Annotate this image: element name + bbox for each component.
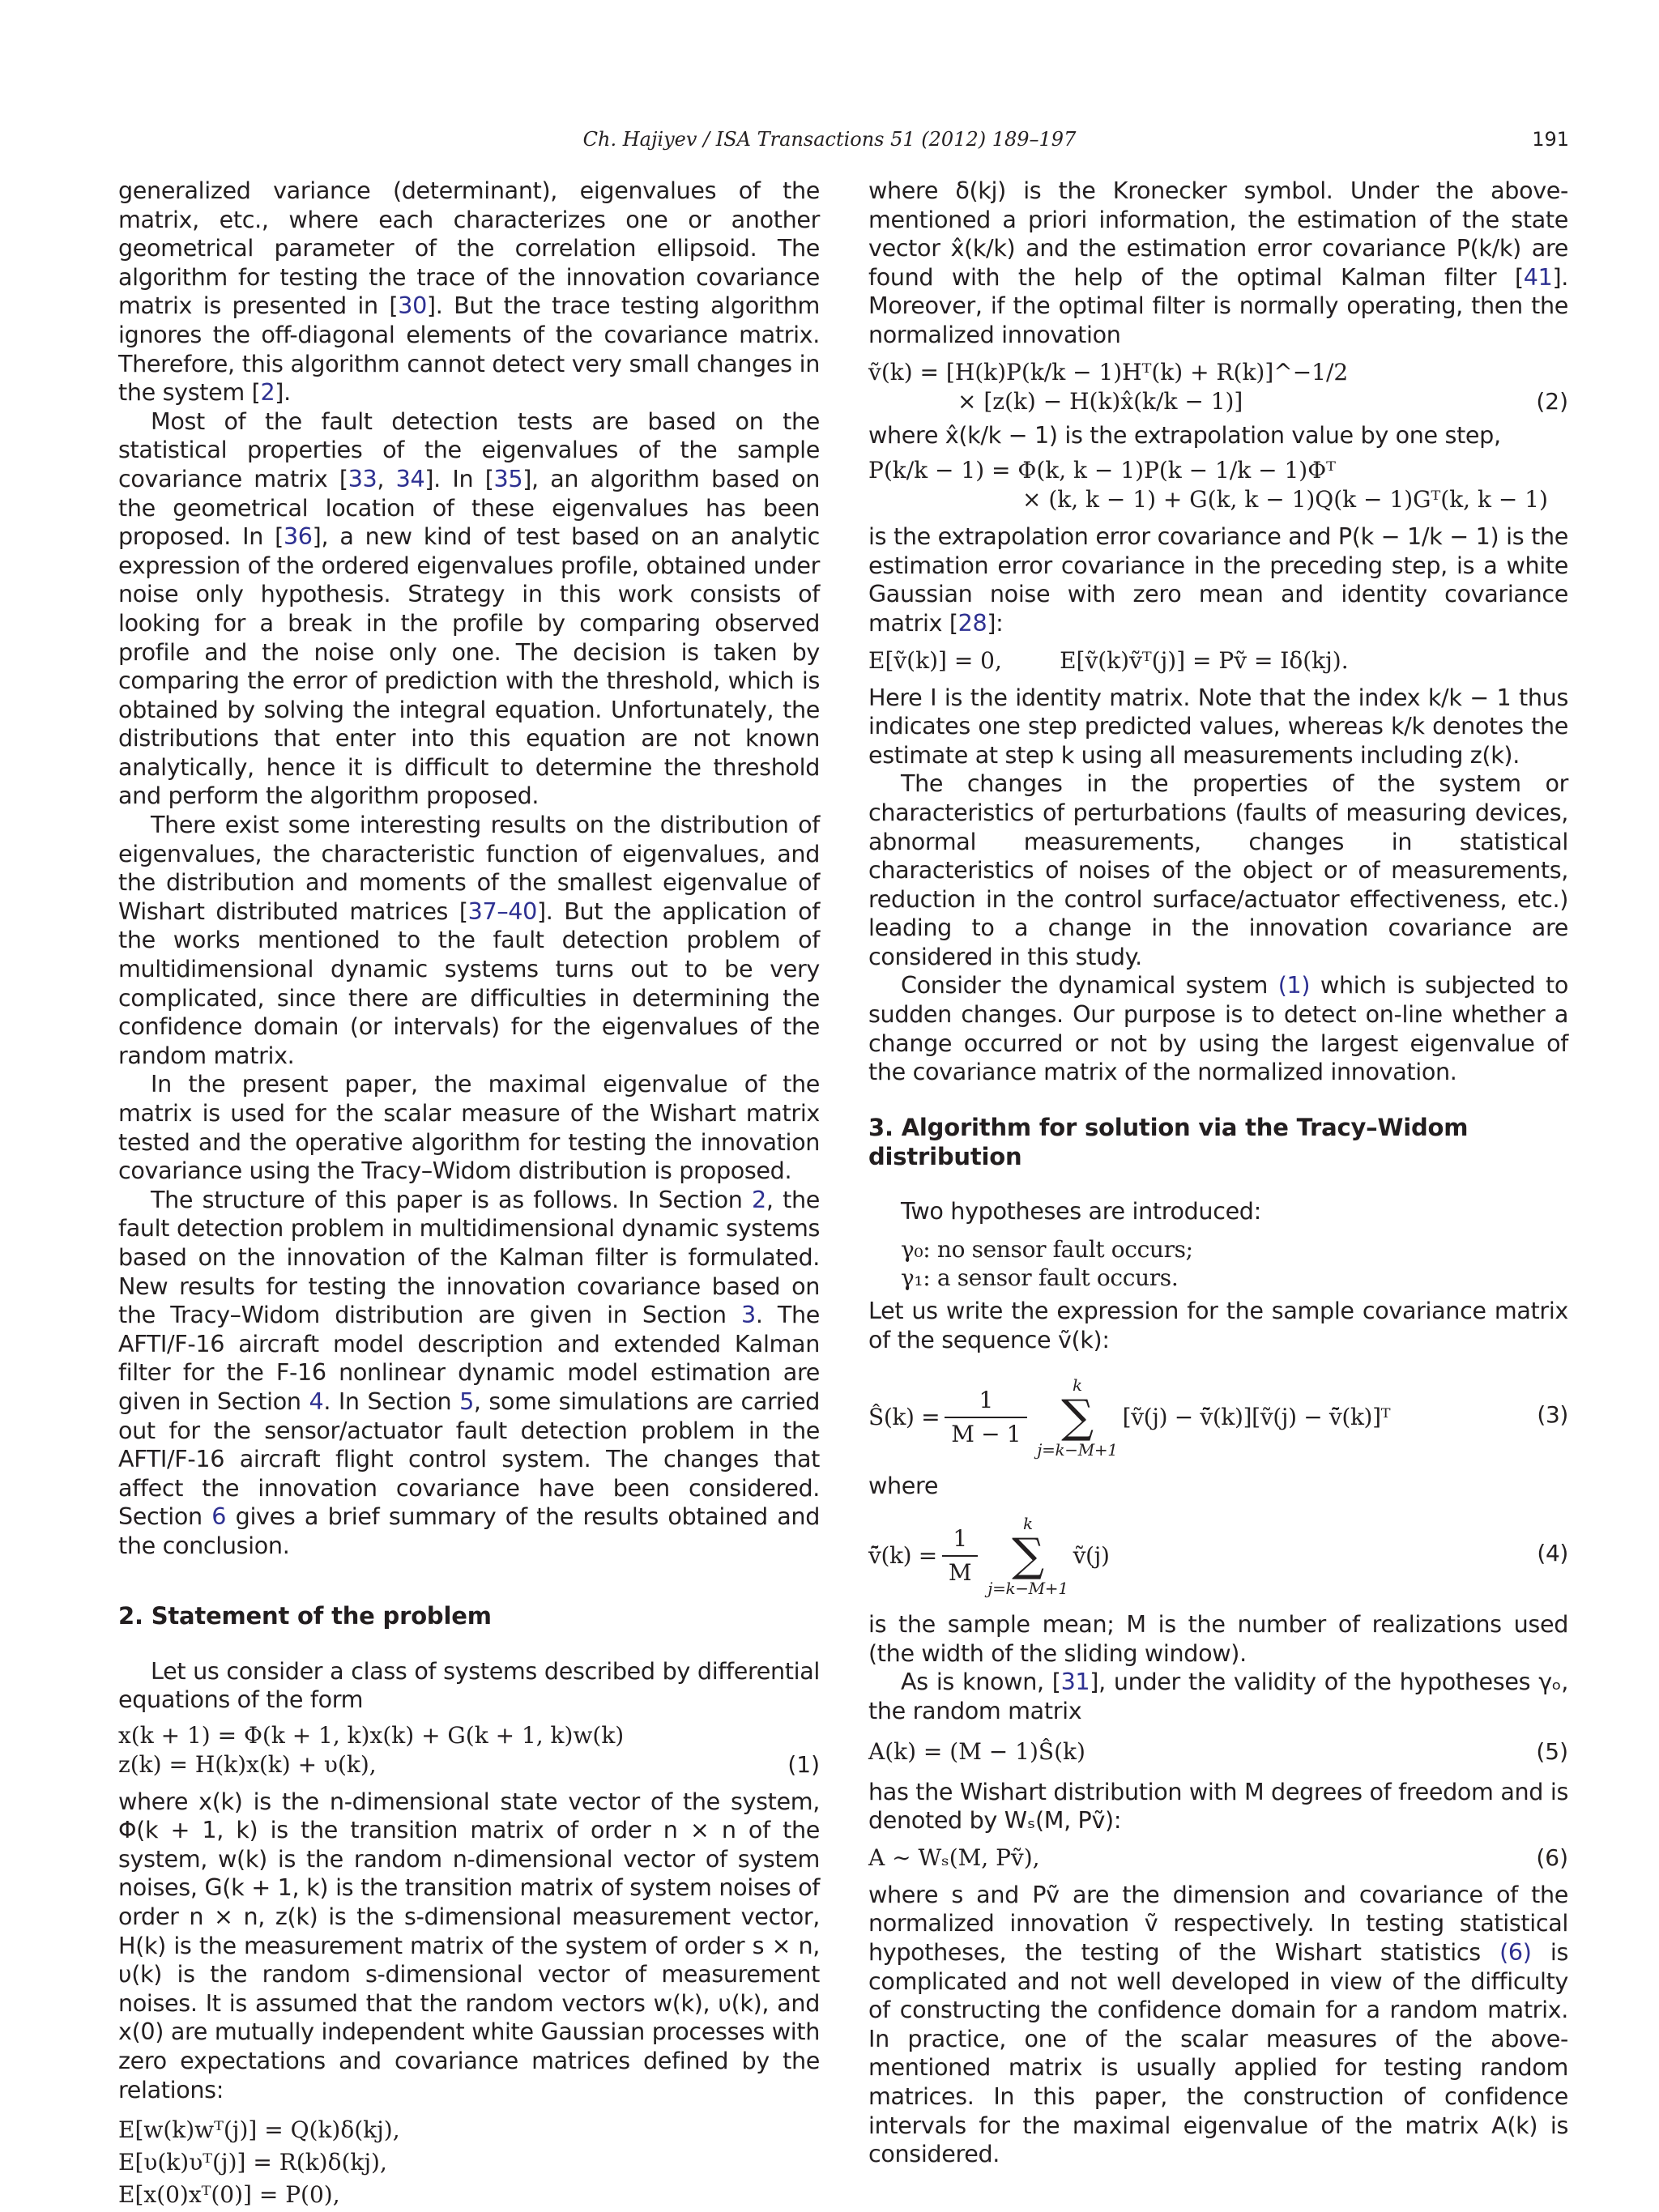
- equation-number: (5): [1536, 1737, 1568, 1765]
- section-link[interactable]: 2: [752, 1185, 766, 1213]
- paragraph: where s and Pṽ are the dimension and covariance of the normalized innovation ṽ respectively. In testing statistical hypotheses, the testing of the Wishart statistics (6) is complicated and not well developed in view of the difficulty of constructing the confidence domain for a random matrix. In practice, one of the scalar measures of the above-mentioned matrix is usually applied for testing random matrices. In this paper, the construction of confidence intervals for the maximal eigenvalue of the matrix A(k) is considered.: [868, 1880, 1568, 2168]
- equation-body: [ṽ(j) − v̄̃(k)][ṽ(j) − v̄̃(k)]ᵀ: [1122, 1403, 1391, 1430]
- equation-line: E[υ(k)υᵀ(j)] = R(k)δ(kj),: [118, 2149, 387, 2176]
- citation-link[interactable]: 37–40: [467, 897, 537, 925]
- citation-link[interactable]: 33: [348, 464, 377, 492]
- paragraph: Here I is the identity matrix. Note that the index k/k − 1 thus indicates one step predicted values, whereas k/k denotes the estimate at step k using all measurements including z(k).: [868, 683, 1568, 769]
- fraction: $\frac{1}{M}$: [942, 1523, 978, 1589]
- equation-extrapolation-covariance: [868, 456, 1568, 514]
- equation-number: (3): [1537, 1400, 1568, 1428]
- summation: k ∑ j=k−M+1: [987, 1514, 1068, 1599]
- equation-body: ṽ(j): [1073, 1542, 1110, 1570]
- page-number: 191: [1532, 128, 1569, 151]
- equation-line: z(k) = H(k)x(k) + υ(k), (1): [118, 1750, 820, 1778]
- paragraph: There exist some interesting results on the distribution of eigenvalues, the characteristic function of eigenvalues, and the distribution and moments of the smallest eigenvalue of Wishart distributed matrices [37–40]. But the application of the works mentioned to the fault detection problem of multidimensional dynamic systems turns out to be very complicated, since there are difficulties in determining the confidence domain (or intervals) for the eigenvalues of the random matrix.: [118, 811, 820, 1069]
- right-column: [868, 177, 1568, 2169]
- equation-5: A(k) = (M − 1)Ŝ(k) (5): [868, 1737, 1568, 1765]
- paragraph: is the extrapolation error covariance and P(k − 1/k − 1) is the estimation error covariance in the preceding step, is a white Gaussian noise with zero mean and identity covariance matrix [28]:: [868, 522, 1568, 637]
- equation-3: [868, 1366, 1568, 1468]
- equation-link[interactable]: (1): [1277, 971, 1311, 999]
- paragraph: In the present paper, the maximal eigenvalue of the matrix is used for the scalar measure of the Wishart matrix tested and the operative algorithm for testing the innovation covariance using the Tracy–Widom distribution is proposed.: [118, 1070, 820, 1185]
- citation-link[interactable]: 2: [260, 378, 275, 407]
- fraction: $\frac{1}{M - 1}$: [945, 1384, 1027, 1451]
- citation-link[interactable]: 36: [283, 522, 313, 551]
- equation-1: [118, 1721, 820, 1779]
- equation-2: [868, 358, 1568, 416]
- citation-link[interactable]: 28: [957, 608, 987, 637]
- paragraph: The structure of this paper is as follows. In Section 2, the fault detection problem in multidimensional dynamic systems based on the innovation of the Kalman filter is formulated. New results for testing the innovation covariance based on the Tracy–Widom distribution are given in Section 3. The AFTI/F-16 aircraft model description and extended Kalman filter for the F-16 nonlinear dynamic model estimation are given in Section 4. In Section 5, some simulations are carried out for the sensor/actuator fault detection problem in the AFTI/F-16 aircraft flight control system. The changes that affect the innovation covariance have been considered. Section 6 gives a brief summary of the results obtained and the conclusion.: [118, 1185, 821, 1559]
- equation-number: (1): [787, 1750, 820, 1778]
- paragraph: Let us write the expression for the sample covariance matrix of the sequence ṽ(k):: [868, 1297, 1568, 1354]
- hypotheses-list: [868, 1235, 1568, 1292]
- section-link[interactable]: 3: [740, 1301, 756, 1329]
- equation-line: ṽ(k) = [H(k)P(k/k − 1)Hᵀ(k) + R(k)]^−1/2: [868, 358, 1349, 386]
- paragraph: is the sample mean; M is the number of realizations used (the width of the sliding window).: [868, 1610, 1568, 1667]
- citation-link[interactable]: 41: [1523, 262, 1553, 291]
- paragraph: where: [868, 1471, 939, 1499]
- citation-link[interactable]: 30: [398, 292, 427, 320]
- equation-line: x(k + 1) = Φ(k + 1, k)x(k) + G(k + 1, k)w(k): [118, 1721, 625, 1749]
- equation-line: P(k/k − 1) = Φ(k, k − 1)P(k − 1/k − 1)Φᵀ: [868, 457, 1336, 484]
- paragraph: Consider the dynamical system (1) which is subjected to sudden changes. Our purpose is to detect on-line whether a change occurred or not by using the largest eigenvalue of the covariance matrix of the normalized innovation.: [868, 971, 1568, 1086]
- paragraph: has the Wishart distribution with M degrees of freedom and is denoted by Wₛ(M, Pṽ):: [868, 1777, 1568, 1835]
- equation-lhs: v̄̃(k) =: [868, 1542, 937, 1570]
- equation-link[interactable]: (6): [1499, 1937, 1532, 1966]
- paragraph: As is known, [31], under the validity of the hypotheses γₒ, the random matrix: [868, 1668, 1568, 1724]
- journal-citation: Ch. Hajiyev / ISA Transactions 51 (2012) 189–197: [582, 128, 1077, 151]
- paragraph: where δ(kj) is the Kronecker symbol. Under the above-mentioned a priori information, the estimation of the state vector x̂(k/k) and the estimation error covariance P(k/k) are found with the help of the optimal Kalman filter [41]. Moreover, if the optimal filter is normally operating, then the normalized innovation: [868, 177, 1568, 348]
- equation-lhs: Ŝ(k) =: [868, 1403, 940, 1430]
- hypothesis-item: γ₀: no sensor fault occurs;: [901, 1236, 1193, 1264]
- running-header: [0, 128, 1659, 160]
- section-link[interactable]: 4: [309, 1387, 324, 1415]
- paragraph: generalized variance (determinant), eigenvalues of the matrix, etc., where each characterizes one or another geometrical parameter of the correlation ellipsoid. The algorithm for testing the trace of the innovation covariance matrix is presented in [30]. But the trace testing algorithm ignores the off-diagonal elements of the covariance matrix. Therefore, this algorithm cannot detect very small changes in the system [2].: [118, 177, 820, 407]
- equation-line: E[x(0)xᵀ(0)] = P(0),: [118, 2181, 340, 2209]
- left-column: [118, 177, 820, 2211]
- paragraph: The changes in the properties of the system or characteristics of perturbations (faults of measuring devices, abnormal measurements, changes in statistical characteristics of noises of the object or of measurements, reduction in the control surface/actuator effectiveness, etc.) leading to a change in the innovation covariance are considered in this study.: [868, 769, 1568, 970]
- citation-link[interactable]: 35: [493, 464, 523, 492]
- paragraph: where x̂(k/k − 1) is the extrapolation value by one step,: [868, 420, 1501, 449]
- equation-innovation-statistics: E[ṽ(k)] = 0, E[ṽ(k)ṽᵀ(j)] = Pṽ = Iδ(kj).: [868, 646, 1349, 674]
- paragraph: Most of the fault detection tests are based on the statistical properties of the eigenvalues of the sample covariance matrix [33, 34]. In [35], an algorithm based on the geometrical location of these eigenvalues has been proposed. In [36], a new kind of test based on an analytic expression of the ordered eigenvalues profile, obtained under noise only hypothesis. Strategy in this work consists of looking for a break in the profile by comparing observed profile and the noise only one. The decision is taken by comparing the error of prediction with the threshold, which is obtained by solving the integral equation. Unfortunately, the distributions that enter into this equation are not known analytically, hence it is difficult to determine the threshold and perform the algorithm proposed.: [118, 407, 820, 810]
- equation-line: E[w(k)wᵀ(j)] = Q(k)δ(kj),: [118, 2116, 400, 2144]
- equation-number: (4): [1537, 1540, 1568, 1567]
- paragraph: Two hypotheses are introduced:: [901, 1196, 1261, 1225]
- citation-link[interactable]: 34: [395, 464, 425, 492]
- equation-line: × (k, k − 1) + G(k, k − 1)Q(k − 1)Gᵀ(k, k − 1): [1022, 486, 1548, 514]
- section-link[interactable]: 6: [211, 1502, 227, 1531]
- citation-link[interactable]: 31: [1060, 1668, 1090, 1696]
- equation-line: × [z(k) − H(k)x̂(k/k − 1)] (2): [957, 387, 1568, 415]
- hypothesis-item: γ₁: a sensor fault occurs.: [901, 1264, 1179, 1292]
- equation-6: A ∼ Wₛ(M, Pṽ), (6): [868, 1843, 1568, 1871]
- equation-number: (2): [1536, 387, 1568, 415]
- section-link[interactable]: 5: [459, 1387, 474, 1415]
- covariance-relations: [118, 2114, 820, 2211]
- paragraph: Let us consider a class of systems described by differential equations of the form: [118, 1656, 820, 1714]
- equation-number: (6): [1536, 1843, 1568, 1871]
- section-heading: 2. Statement of the problem: [118, 1601, 492, 1630]
- paragraph: where x(k) is the n-dimensional state vector of the system, Φ(k + 1, k) is the transition matrix of order n × n of the system, w(k) is the random n-dimensional vector of system noises, G(k + 1, k) is the transition matrix of system noises of order n × n, z(k) is the s-dimensional measurement vector, H(k) is the measurement matrix of the system of order s × n, υ(k) is the random s-dimensional vector of measurement noises. It is assumed that the random vectors w(k), υ(k), and x(0) are mutually independent white Gaussian processes with zero expectations and covariance matrices defined by the relations:: [118, 1787, 820, 2103]
- equation-4: [868, 1505, 1568, 1607]
- summation: k ∑ j=k−M+1: [1037, 1375, 1118, 1460]
- section-heading: 3. Algorithm for solution via the Tracy–Widom distribution: [868, 1113, 1469, 1170]
